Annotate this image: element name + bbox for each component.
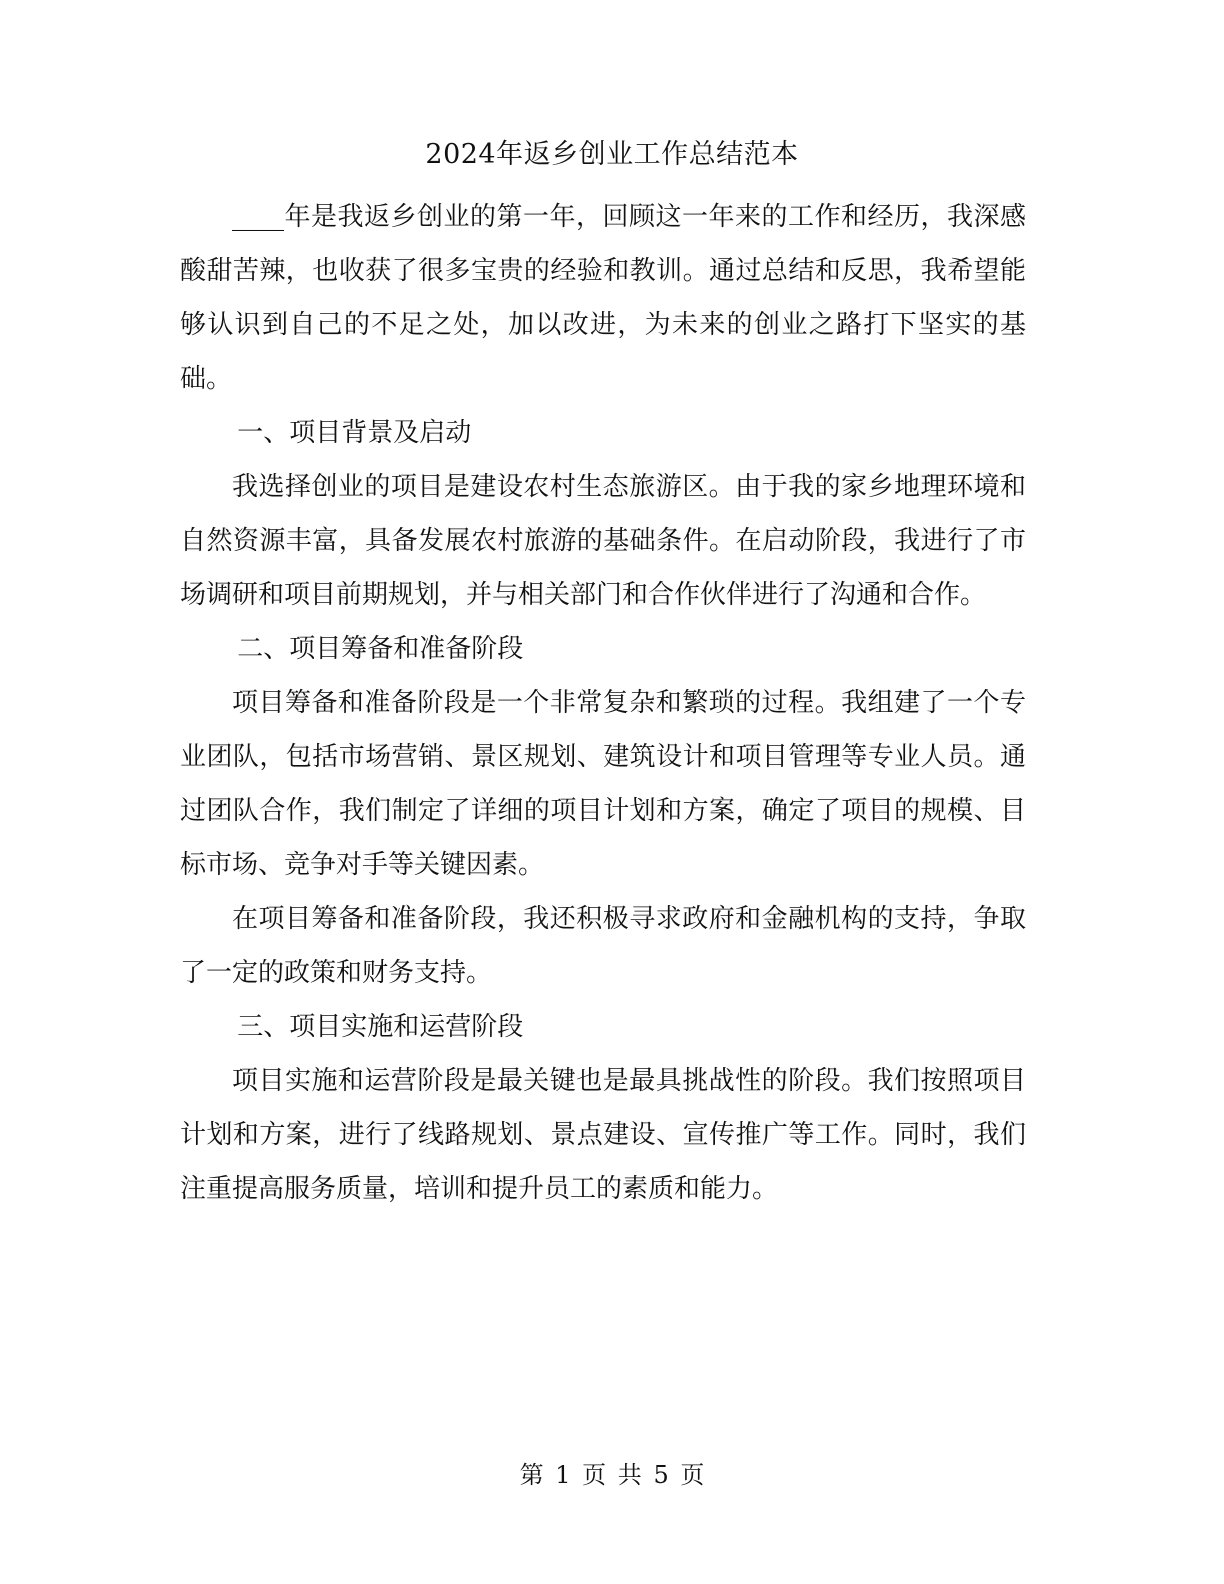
document-body: [180, 190, 1026, 1216]
intro-paragraph: ____年是我返乡创业的第一年，回顾这一年来的工作和经历，我深感酸甜苦辣，也收获了很多宝贵的经验和教训。通过总结和反思，我希望能够认识到自己的不足之处，加以改进，为未来的创业之路打下坚实的基础。: [180, 202, 1026, 394]
section-heading: 三、项目实施和运营阶段: [237, 1012, 524, 1042]
document-title: 2024年返乡创业工作总结范本: [425, 139, 799, 170]
body-paragraph: 我选择创业的项目是建设农村生态旅游区。由于我的家乡地理环境和自然资源丰富，具备发展农村旅游的基础条件。在启动阶段，我进行了市场调研和项目前期规划，并与相关部门和合作伙伴进行了沟通和合作。: [180, 472, 1026, 610]
page-footer: 第 1 页 共 5 页: [519, 1461, 705, 1489]
section-heading: 二、项目筹备和准备阶段: [237, 634, 524, 664]
body-paragraph: 项目筹备和准备阶段是一个非常复杂和繁琐的过程。我组建了一个专业团队，包括市场营销、景区规划、建筑设计和项目管理等专业人员。通过团队合作，我们制定了详细的项目计划和方案，确定了项目的规模、目标市场、竞争对手等关键因素。: [180, 688, 1026, 880]
body-paragraph: 在项目筹备和准备阶段，我还积极寻求政府和金融机构的支持，争取了一定的政策和财务支持。: [180, 904, 1026, 988]
body-paragraph: 项目实施和运营阶段是最关键也是最具挑战性的阶段。我们按照项目计划和方案，进行了线路规划、景点建设、宣传推广等工作。同时，我们注重提高服务质量，培训和提升员工的素质和能力。: [180, 1066, 1026, 1204]
section-heading: 一、项目背景及启动: [237, 418, 472, 448]
